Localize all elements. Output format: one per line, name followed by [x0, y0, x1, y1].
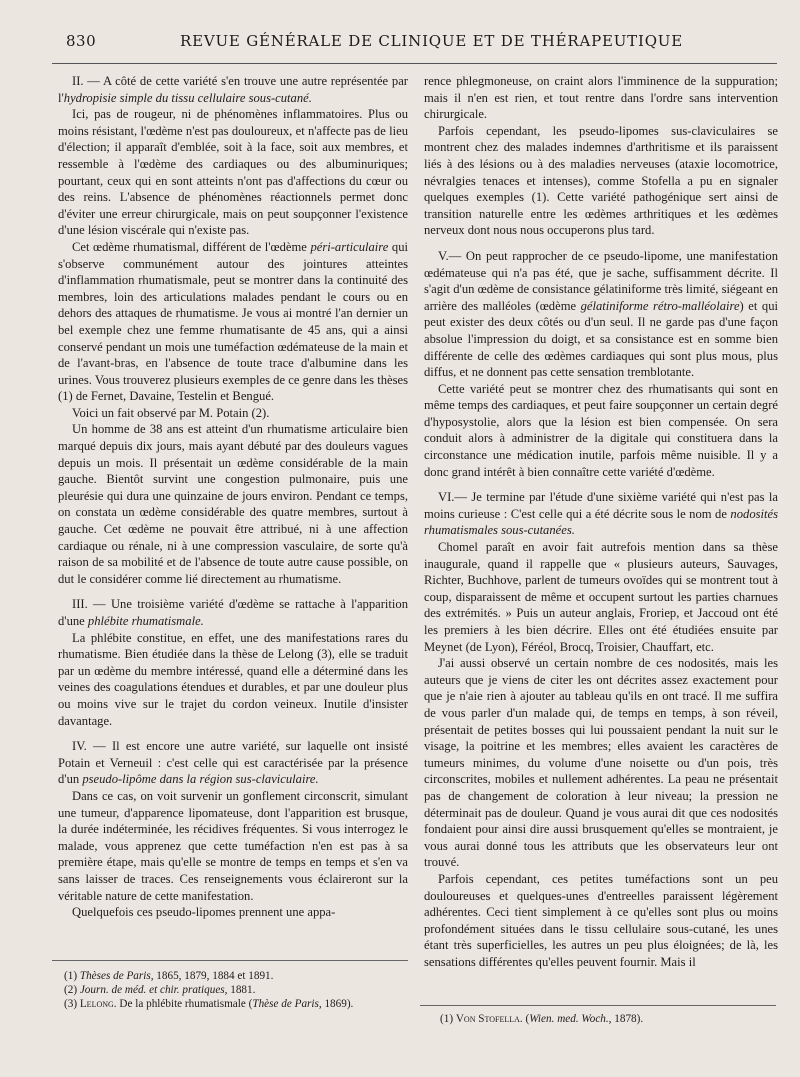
text: qui s'observe communément autour des jointures atteintes d'inflammation rhumatismale, peut se montrer dans la continuité des membres, loin des articulations malades pendant le cours ou en dehors des attaques de rhumatisme. Je vous ai montré l'an dernier un bel exemple chez une femme rhumatisante de 45 ans, qui a ainsi conservé pendant un mois une tuméfaction œdémateuse de la main et de l'avant-bras, en l'absence de toute trace d'albumine dans les urines. Vous trouverez plusieurs exemples de ce genre dans les thèses (1) de Fernet, Davaine, Testelin et Bengué. — [58, 239, 408, 404]
emphasis: pseudo-lipôme dans la région sus-claviculaire. — [82, 772, 319, 787]
paragraph: Ici, pas de rougeur, ni de phénomènes inflammatoires. Plus ou moins résistant, l'œdème n'est pas douloureux, et n'affecte pas de lieu d'élection; il apparaît d'emblée, soit à la face, soit aux membres, et ressemble à l'œdème des cardiaques ou des albuminuriques; pourtant, ceux qui en sont atteints n'ont pas d'affections du cœur ou des reins. L'absence de phénomènes réactionnels permet donc d'éviter une erreur chirurgicale, mais on peut soupçonner l'existence d'une lésion viscérale qui n'existe pas. — [58, 107, 408, 238]
running-title: REVUE GÉNÉRALE DE CLINIQUE ET DE THÉRAPEUTIQUE — [180, 32, 683, 50]
text: ( — [522, 1013, 530, 1025]
author-name: Lelong. — [79, 998, 117, 1011]
paragraph-section-6 — [424, 489, 778, 539]
text: De la phlébite rhumatismale ( — [116, 998, 253, 1011]
text: (1) — [440, 1013, 456, 1025]
footnotes-left — [64, 969, 406, 1012]
right-column — [424, 73, 778, 970]
text: , 1878). — [608, 1013, 644, 1025]
footnote — [64, 983, 406, 997]
left-column — [58, 73, 408, 921]
page-number: 830 — [66, 32, 97, 50]
emphasis: nodosités rhumatismales sous-cutanées. — [424, 506, 778, 538]
paragraph-section-2 — [58, 73, 408, 106]
emphasis: phlébite rhumatismale. — [87, 614, 204, 628]
paragraph: J'ai aussi observé un certain nombre de ces nodosités, mais les auteurs que je viens de citer les ont décrites assez exactement pour que je n'aie rien à ajouter au tableau qu'ils en ont tracé. Il me suffira de vous parler d'un malade qui, de temps en temps, à son réveil, présentait de petites bosses qui lui poussaient pendant la nuit sur le visage, la poitrine et les membres; elles avaient les caractères de tumeurs minimes, du volume d'une noisette ou d'un pois, très circonscrites, mobiles et nullement adhérentes. La peau ne présentait pas de changement de coloration à leur niveau; la pression ne déterminait pas de douleur. Quand je vous aurai dit que ces nodosités fondaient pour ainsi dire aussi brusquement qu'elles se montraient, je vous aurai donné tous les attributs que les observateurs leur ont trouvé. — [424, 656, 778, 870]
emphasis: Thèse de Paris, — [252, 998, 322, 1011]
text: Cet œdème rhumatismal, différent de l'œdème — [72, 239, 311, 254]
text: (1) — [64, 970, 80, 982]
paragraph: Quelquefois ces pseudo-lipomes prennent une appa- — [72, 905, 336, 920]
emphasis: hydropisie simple du tissu cellulaire sous-cutané. — [63, 90, 312, 105]
emphasis: Journ. de méd. et chir. pratiques, — [79, 984, 228, 997]
paragraph: Un homme de 38 ans est atteint d'un rhumatisme articulaire bien marqué depuis dix jours, mais ayant débuté par des douleurs vagues depuis un mois. Il présentait un œdème considérable de la main gauche. Bientôt survint une congestion pulmonaire, puis une pleurésie qui dura une quinzaine de jours environ. Pendant ce temps, on constata un œdème considérable des quatre membres, surtout à gauche. Cet œdème ne pouvait être attribué, ni à une affection cardiaque ou rénale, ni à une compression vasculaire, de sorte qu'à raison de sa mobilité et de l'absence de toute autre cause possible, on dut le considérer comme lié directement au rhumatisme. — [58, 422, 408, 586]
paragraph: Parfois cependant, ces petites tuméfactions sont un peu douloureuses et quelques-unes d'entreelles paraissent légèrement adhérentes. Ceci tient simplement à ce qu'elles sont plus ou moins profondément situées dans le tissu cellulaire sous-cutané, les unes étant très superficielles, les autres un peu plus éloignées; de là, les sensations différentes qu'elles peuvent fournir. Mais il — [424, 871, 778, 969]
paragraph-section-5 — [424, 248, 778, 381]
text: II. — A côté de cette variété s'en trouve une autre représentée par l' — [58, 74, 408, 105]
paragraph: La phlébite constitue, en effet, une des manifestations rares du rhumatisme. Bien étudiée dans la thèse de Lelong (3), elle se traduit par un œdème du membre intéressé, quand elle a déterminé dans les veines des coagulations étendues et durables, et par une douleur plus ou moins vive sur le trajet du cordon veineux. Inutile d'insister davantage. — [58, 630, 408, 728]
text: V.— On peut rapprocher de ce pseudo-lipome, une manifestation œdémateuse qui n'a pas été, que je sache, suffisamment décrite. Il s'agit d'un œdème de consistance gélatiniforme très limité, siégeant en arrière des malléoles (œdème — [424, 248, 778, 313]
text: VI.— Je termine par l'étude d'une sixième variété qui n'est pas la moins curieuse : C'est celle qui a été décrite sous le nom de — [424, 490, 778, 521]
text: IV. — Il est encore une autre variété, sur laquelle ont insisté Potain et Verneuil : c'est celle qui est caractérisée par la présence d'un — [58, 739, 408, 787]
emphasis: Wien. med. Woch. — [529, 1013, 609, 1025]
paragraph: Cette variété peut se montrer chez des rhumatisants qui sont en même temps des cardiaques, et peut faire soupçonner un certain degré d'hyposystolie, alors que la lésion est bien compensée. On sera conduit alors à administrer de la digitale qui constituera dans la circonstance une médication inutile, parfois même nuisible. Il y a donc grand intérêt à bien connaître cette variété d'œdème. — [424, 381, 778, 479]
paragraph — [58, 239, 408, 405]
footnote-rule — [420, 1005, 776, 1006]
text: ) et qui peut exister des deux côtés ou d'un seul. Il ne garde pas d'une façon absolue l'impression du doigt, et sa consistance est en somme bien différente de celle des œdèmes cardiaques qui sont plus mous, plus diffus, et ne donnent pas cette sensation tremblotante. — [424, 298, 778, 380]
header-rule — [52, 63, 777, 64]
text: 1881. — [227, 984, 256, 997]
footnote — [64, 969, 406, 983]
text: 1865, 1879, 1884 et 1891. — [153, 970, 274, 982]
paragraph-section-4 — [58, 738, 408, 788]
text: (2) — [64, 984, 80, 997]
paragraph: Voici un fait observé par M. Potain (2). — [72, 405, 270, 420]
footnote — [64, 997, 406, 1011]
text: III. — Une troisième variété d'œdème se rattache à l'apparition d'une — [58, 597, 408, 628]
author-name: Von Stofella. — [455, 1013, 523, 1025]
emphasis: gélatiniforme rétro-malléolaire — [580, 298, 740, 313]
text: 1869). — [321, 998, 354, 1011]
paragraph: Chomel paraît en avoir fait autrefois mention dans sa thèse inaugurale, quand il rappelle que « plusieurs auteurs, Sauvages, Richter, Buchhove, parlent de tumeurs ovoïdes qui se montrent tout à coup, disparaissent de même et occupent surtout les parties charnues des extrémités. » Puis un auteur anglais, Froriep, et Jaccoud ont été les premiers à les bien décrire. Elles ont été étudiées ensuite par Meynet (de Lyon), Féréol, Brocq, Troisier, Chauffart, etc. — [424, 540, 778, 654]
emphasis: Thèses de Paris, — [79, 970, 154, 982]
emphasis: péri-articulaire — [310, 239, 389, 254]
paragraph-section-3 — [58, 596, 408, 629]
paragraph: rence phlegmoneuse, on craint alors l'imminence de la suppuration; mais il n'en est rien, et tout rentre dans l'ordre sans intervention chirurgicale. — [424, 74, 778, 122]
paragraph: Dans ce cas, on voit survenir un gonflement circonscrit, simulant une tumeur, d'apparence lipomateuse, dont l'apparition est brusque, la durée indéterminée, les récidives fréquentes. Si vous interrogez le malade, vous apprenez que cette tuméfaction n'en est pas à sa première étape, mais qu'elle se montre de temps en temps et s'en va sans laisser de traces. Ces renseignements vous éclaireront sur la véritable nature de cette manifestation. — [58, 788, 408, 903]
footnote-rule — [52, 960, 408, 961]
footnote-right — [440, 1012, 770, 1026]
paragraph: Parfois cependant, les pseudo-lipomes sus-claviculaires se montrent chez des malades indemnes d'arthritisme et ils paraissent liés à des lésions ou à des maladies nerveuses (ataxie locomotrice, névralgies tenaces et intenses), comme Stofella a pu en signaler quelques exemples (1). Cette variété pathogénique sert ainsi de transition naturelle entre les œdèmes arthritiques et les œdèmes nerveux dont nous nous occuperons plus tard. — [424, 123, 778, 238]
text: (3) — [64, 998, 80, 1011]
